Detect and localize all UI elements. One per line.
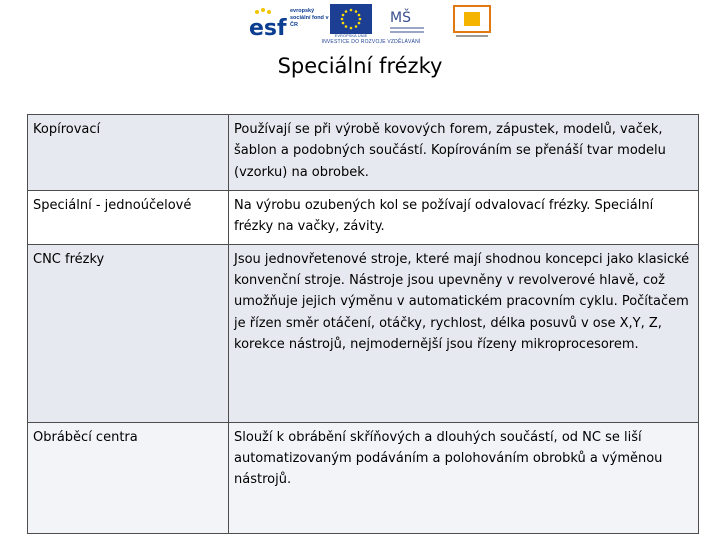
- logo-banner: [246, 2, 496, 48]
- term-cell: Kopírovací: [28, 115, 229, 191]
- description-cell: Na výrobu ozubených kol se požívají odvalovací frézky. Speciální frézky na vačky, závity.: [229, 190, 699, 244]
- esf-logo-text: evropský sociální fond v ČR: [290, 8, 329, 28]
- op-logo: [452, 4, 492, 40]
- table-row: [28, 422, 699, 533]
- eu-flag-logo: [330, 4, 372, 34]
- milling-machines-table: [27, 114, 699, 534]
- description-cell: Jsou jednovřetenové stroje, které mají shodnou koncepci jako klasické konvenční stroje. Nástroje jsou upevněny v revolverové hlavě, což umožňuje jejich výměnu v automatickém pracovním cyklu. Počítačem je řízen směr otáčení, otáčky, rychlost, délka posuvů v ose X,Y, Z, korekce nástrojů, nejmodernější jsou řízeny mikroprocesorem.: [229, 244, 699, 422]
- term-cell: Speciální - jednoúčelové: [28, 190, 229, 244]
- investment-slogan: INVESTICE DO ROZVOJE VZDĚLÁVÁNÍ: [321, 39, 421, 45]
- msmt-logo: [386, 4, 428, 40]
- table-row: [28, 190, 699, 244]
- eu-logo-text: EVROPSKÁ UNIE: [334, 33, 368, 38]
- svg-text:MŠ: MŠ: [390, 10, 411, 26]
- esf-logo: [248, 5, 288, 39]
- svg-text:esf: esf: [249, 16, 287, 39]
- term-cell: CNC frézky: [28, 244, 229, 422]
- table-row: [28, 244, 699, 422]
- term-cell: Obráběcí centra: [28, 422, 229, 533]
- table-row: [28, 115, 699, 191]
- description-cell: Slouží k obrábění skříňových a dlouhých součástí, od NC se liší automatizovaným podáváním a polohováním obrobků a výměnou nástrojů.: [229, 422, 699, 533]
- page-title: Speciální frézky: [277, 54, 443, 78]
- description-cell: Používají se při výrobě kovových forem, zápustek, modelů, vaček, šablon a podobných součástí. Kopírováním se přenáší tvar modelu (vzorku) na obrobek.: [229, 115, 699, 191]
